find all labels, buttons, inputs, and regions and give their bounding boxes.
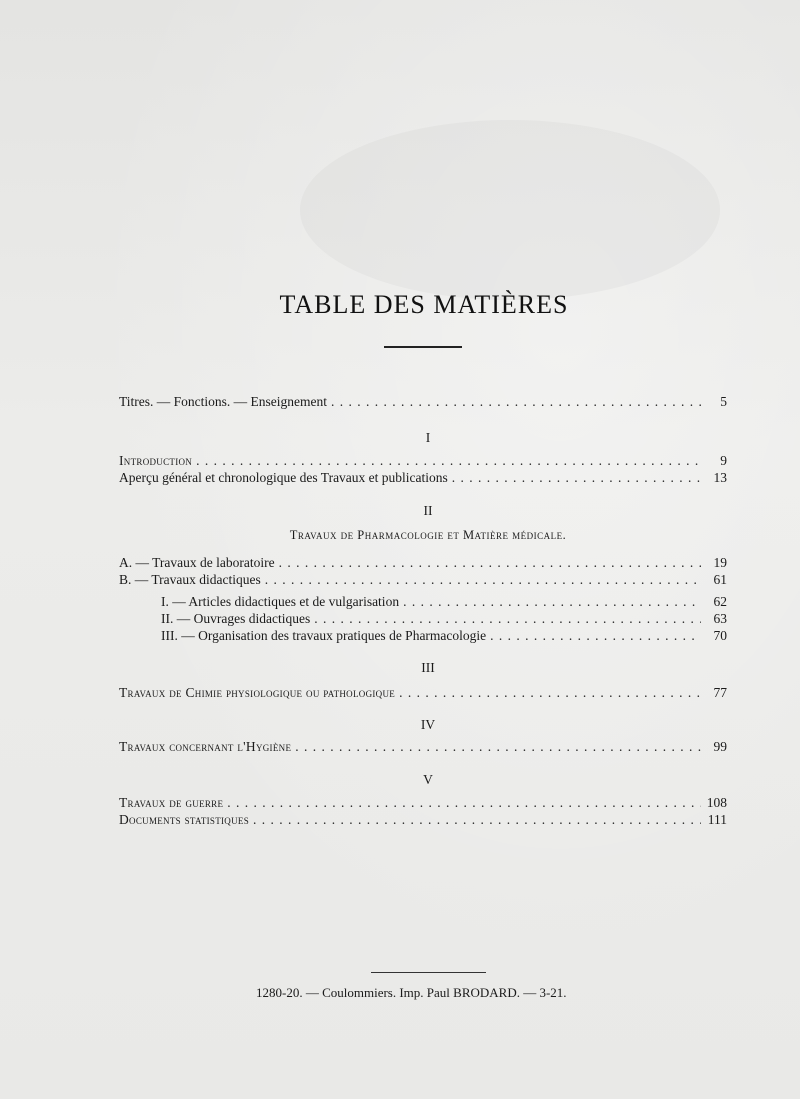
toc-entry-chimie[interactable] bbox=[119, 685, 727, 703]
toc-page-number: 77 bbox=[713, 685, 727, 700]
leader-dots bbox=[452, 470, 701, 486]
toc-page-number: 61 bbox=[713, 572, 727, 587]
leader-dots bbox=[399, 685, 701, 701]
toc-entry-organisation-travaux[interactable] bbox=[119, 628, 727, 646]
toc-entry-guerre[interactable] bbox=[119, 795, 727, 813]
section-numeral-3: III bbox=[421, 660, 435, 675]
toc-page-number: 99 bbox=[713, 739, 727, 754]
leader-dots bbox=[331, 394, 701, 410]
leader-dots bbox=[253, 812, 701, 828]
section-numeral-2: II bbox=[423, 503, 433, 518]
toc-entry-label: A. — Travaux de laboratoire bbox=[119, 555, 275, 570]
toc-page-number: 70 bbox=[713, 628, 727, 643]
toc-entry-label: Travaux concernant l'Hygiène bbox=[119, 739, 292, 754]
toc-entry-label: Travaux de Chimie physiologique ou pathologique bbox=[119, 685, 396, 700]
toc-entry-label: Introduction bbox=[119, 453, 193, 468]
toc-entry-travaux-laboratoire[interactable] bbox=[119, 555, 727, 573]
section-numeral-5: V bbox=[423, 772, 433, 787]
toc-page-number: 62 bbox=[713, 594, 727, 609]
toc-entry-label: III. — Organisation des travaux pratiques de Pharmacologie bbox=[161, 628, 487, 643]
printer-imprint: 1280-20. — Coulommiers. Imp. Paul BRODARD. — 3-21. bbox=[256, 985, 567, 1000]
toc-entry-titres[interactable] bbox=[119, 394, 727, 412]
toc-entry-label: Titres. — Fonctions. — Enseignement bbox=[119, 394, 327, 409]
toc-entry-ouvrages-didactiques[interactable] bbox=[119, 611, 727, 629]
page-title: TABLE DES MATIÈRES bbox=[279, 290, 569, 319]
toc-entry-statistiques[interactable] bbox=[119, 812, 727, 830]
leader-dots bbox=[314, 611, 701, 627]
toc-page-number: 108 bbox=[706, 795, 727, 810]
toc-page-number: 5 bbox=[720, 394, 727, 409]
toc-entry-hygiene[interactable] bbox=[119, 739, 727, 757]
leader-dots bbox=[279, 555, 701, 571]
toc-entry-apercu[interactable] bbox=[119, 470, 727, 488]
toc-entry-label: B. — Travaux didactiques bbox=[119, 572, 261, 587]
section-heading-2: Travaux de Pharmacologie et Matière médicale. bbox=[289, 528, 567, 542]
toc-entry-label: I. — Articles didactiques et de vulgarisation bbox=[161, 594, 400, 609]
toc-entry-travaux-didactiques[interactable] bbox=[119, 572, 727, 590]
toc-entry-label: Aperçu général et chronologique des Travaux et publications bbox=[119, 470, 448, 485]
section-numeral-4: IV bbox=[420, 717, 436, 732]
leader-dots bbox=[403, 594, 701, 610]
section-numeral-1: I bbox=[425, 430, 431, 445]
print-bleed bbox=[300, 120, 720, 300]
leader-dots bbox=[265, 572, 701, 588]
toc-page-number: 9 bbox=[720, 453, 727, 468]
leader-dots bbox=[227, 795, 701, 811]
toc-page-number: 111 bbox=[707, 812, 727, 827]
toc-entry-label: Documents statistiques bbox=[119, 812, 250, 827]
toc-page-number: 19 bbox=[713, 555, 727, 570]
toc-entry-label: II. — Ouvrages didactiques bbox=[161, 611, 311, 626]
toc-entry-introduction[interactable] bbox=[119, 453, 727, 471]
leader-dots bbox=[295, 739, 701, 755]
toc-page-number: 63 bbox=[713, 611, 727, 626]
toc-page-number: 13 bbox=[713, 470, 727, 485]
toc-entry-articles-didactiques[interactable] bbox=[119, 594, 727, 612]
leader-dots bbox=[490, 628, 701, 644]
toc-entry-label: Travaux de guerre bbox=[119, 795, 224, 810]
leader-dots bbox=[196, 453, 701, 469]
footer-rule bbox=[371, 972, 486, 973]
title-rule bbox=[384, 346, 462, 348]
